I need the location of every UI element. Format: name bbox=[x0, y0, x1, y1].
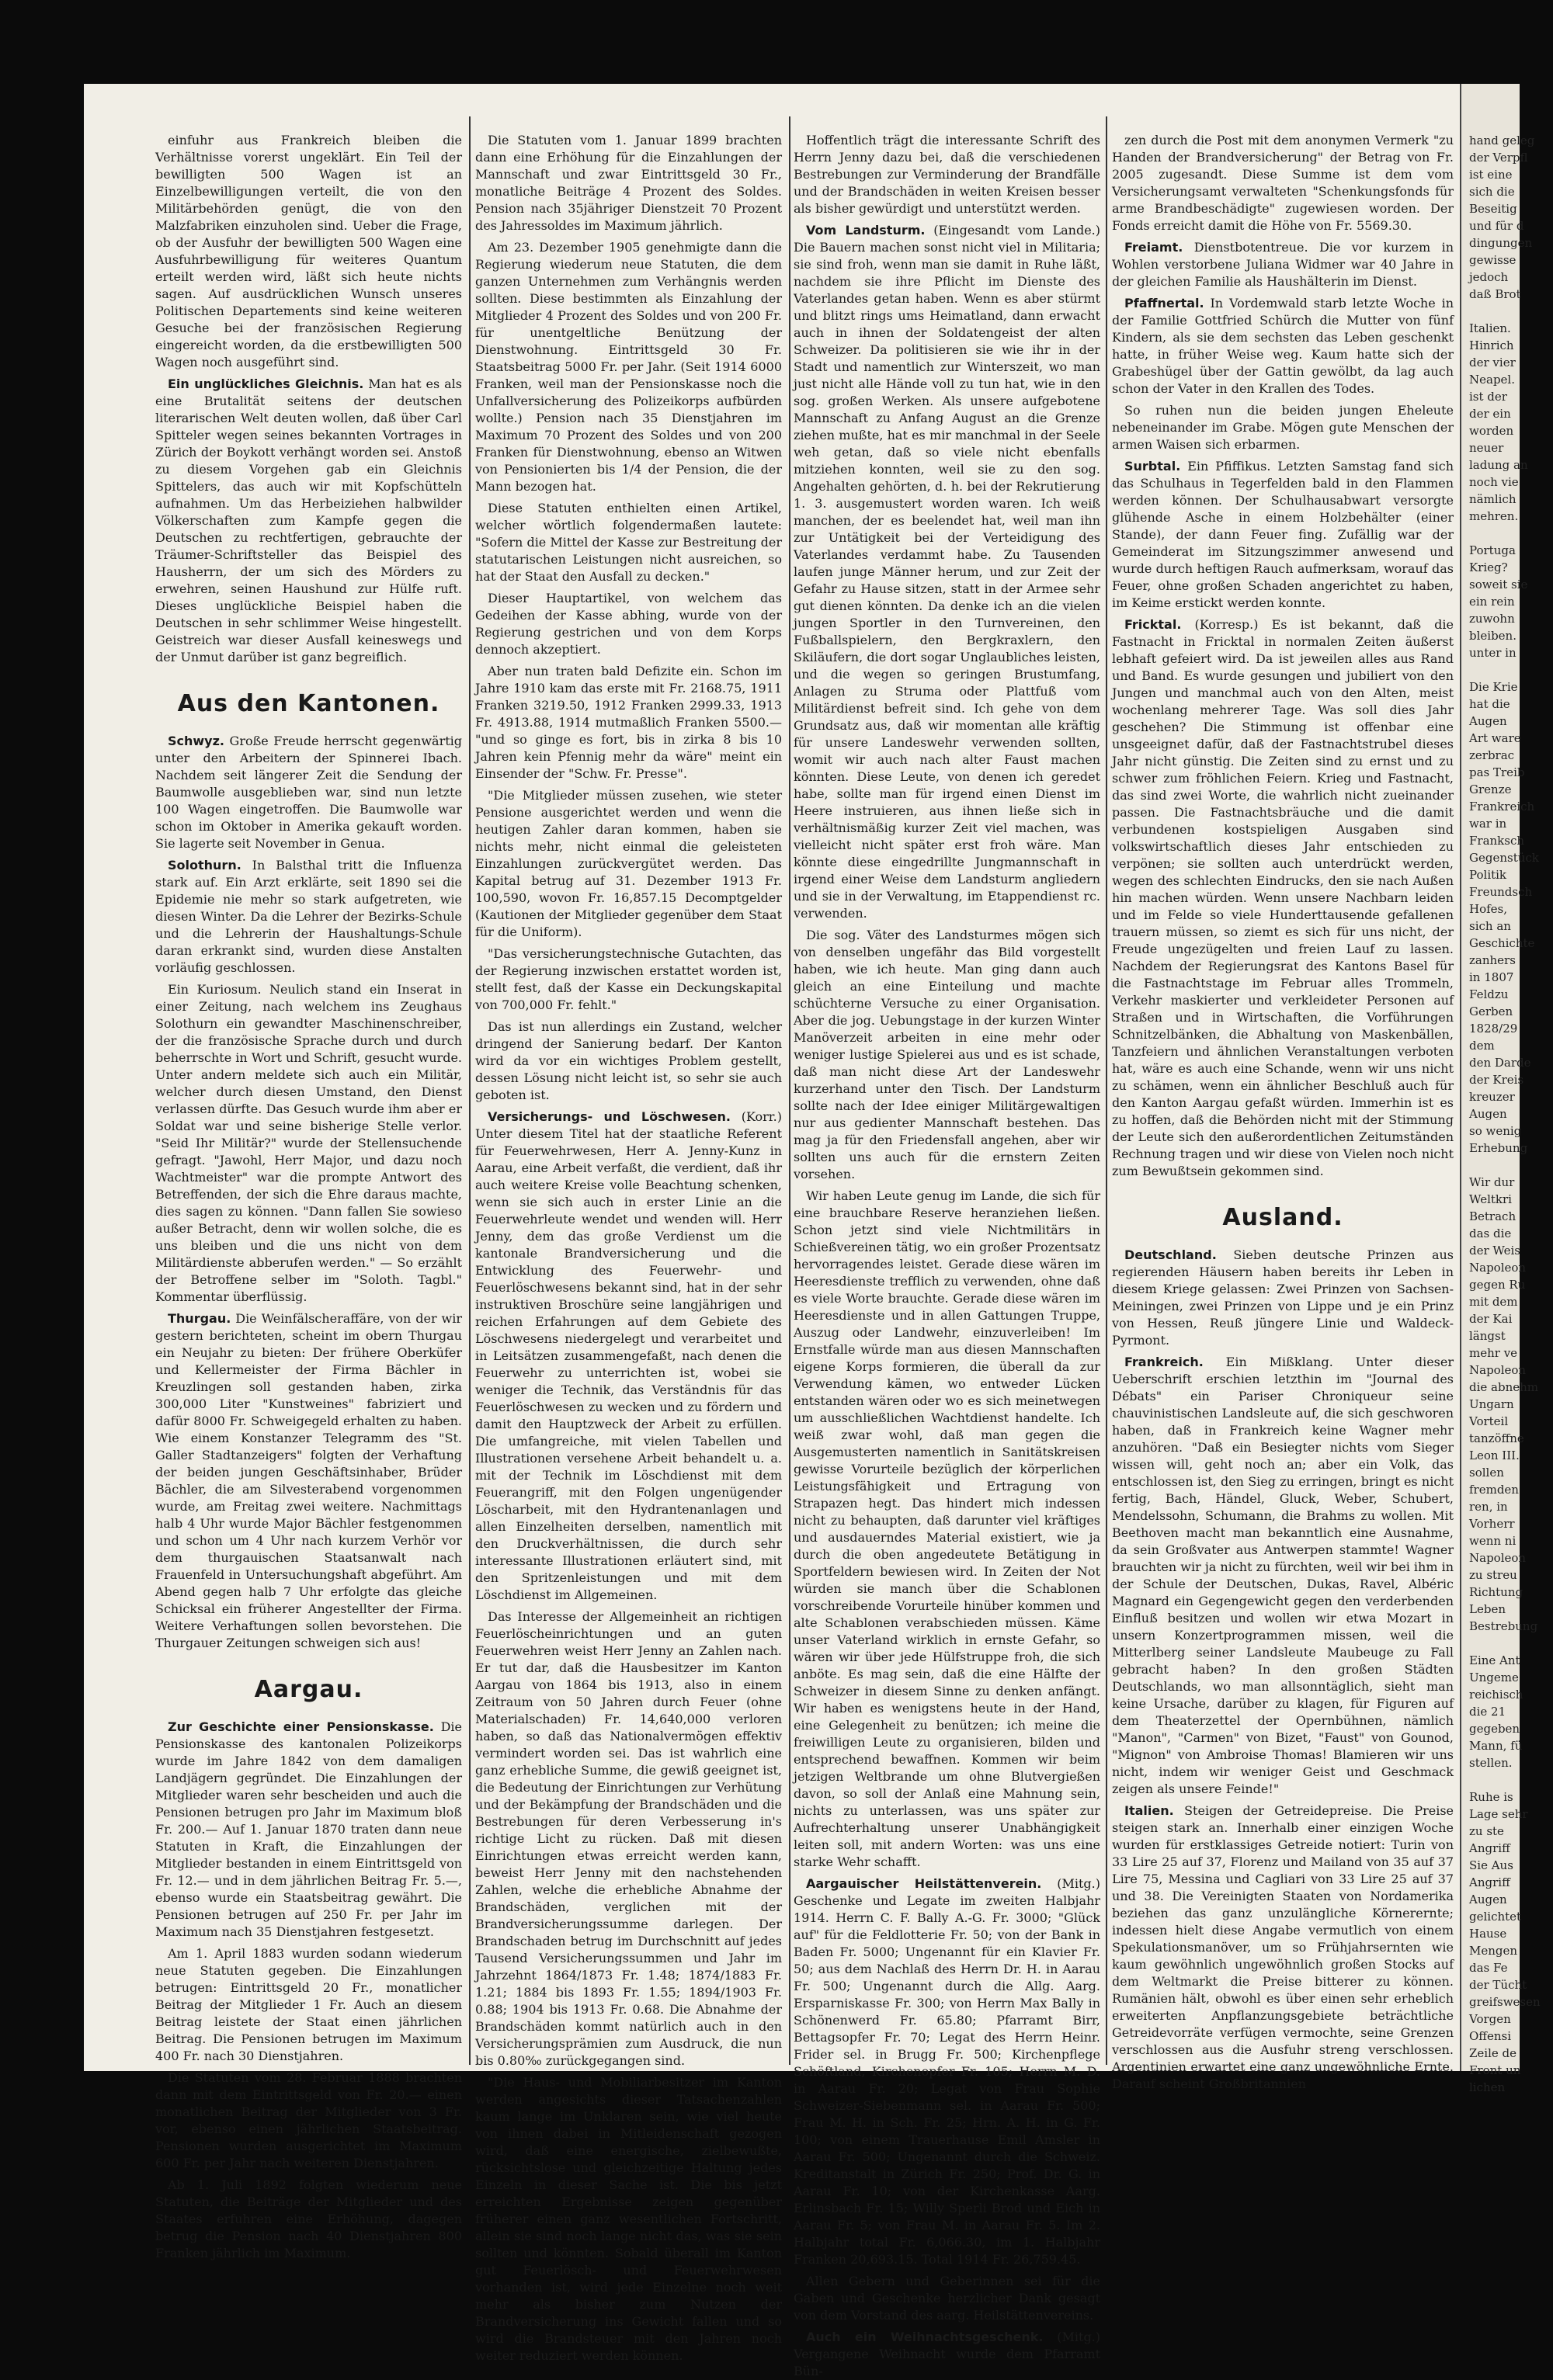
peek-line: Gerben bbox=[1469, 1004, 1513, 1018]
peek-line: gelichtet bbox=[1469, 1910, 1522, 1924]
peek-line: Vorherr bbox=[1469, 1517, 1515, 1531]
peek-line: Grenze bbox=[1469, 782, 1512, 796]
paragraph bbox=[1112, 1802, 1454, 2093]
peek-line: zerbrac bbox=[1469, 748, 1515, 762]
peek-line: Vorgen bbox=[1469, 2012, 1511, 2026]
peek-line: Napoleon bbox=[1469, 1363, 1527, 1377]
peek-line: Gegenstück bbox=[1469, 851, 1539, 865]
paragraph-lead: Frankreich. bbox=[1124, 1355, 1204, 1369]
paragraph-text: Die Weinfälscheraffäre, von der wir gestern berichteten, scheint im obern Thurgau ein Neujahr zu bieten: Der frühere Oberküfer und Kellermeister der Firma Bächler in Kreuzlingen soll gestanden haben, zirka 300,000 Liter "Kunstweines" fabriziert und dafür 8000 Fr. Schweigegeld erhalten zu haben. Wie einem Konstanzer Telegramm des "St. Galler Stadtanzeigers" folgten der Verhaftung der beiden jungen Geschäftsinhaber, Brüder Bächler, die am Silvesterabend vorgenommen wurde, am Freitag zwei weitere. Nachmittags halb 4 Uhr wurde Major Bächler festgenommen und schon um 4 Uhr nach kurzem Verhör vor dem thurgauischen Staatsanwalt nach Frauenfeld in Untersuchungshaft abgeführt. Am Abend gegen halb 7 Uhr erfolgte das gleiche Schicksal ein früherer Angestellter der Firma. Weitere Verhaftungen sollen bevorstehen. Die Thurgauer Zeitungen schweigen sich aus! bbox=[155, 1311, 462, 1650]
peek-line: fremden bbox=[1469, 1483, 1519, 1497]
peek-line: der vier bbox=[1469, 356, 1516, 369]
section-heading: Aus den Kantonen. bbox=[177, 690, 440, 717]
peek-line: Mengen bbox=[1469, 1944, 1518, 1958]
peek-line: Offensi bbox=[1469, 2029, 1511, 2043]
paragraph: "Die Haus- und Mobiliarbesitzer im Kanton werden angesichts dieser Tatsachenzahlen kaum lange im Unklaren sein, wie viel heute von ihnen dabei in Mitleidenschaft gezogen wird, daß eine energische, zielbewußte, rücksichtslose und gleichzeitige Haltung jedes Einzeln in dieser Sache ist. Die bis jetzt erreichten Ergebnisse zeigen gegenüber früherer einen ganz wesentlichen Fortschritt, allein sie sind noch lange nicht das, was sie sein sollten und könnten. Sobald überall im Kanton gut Feuerlösch- und Feuerwehrwesen vorhanden ist, wird jede Einzelne noch weit mehr als bisher zum Nutzen der Brandversicherung ins Gewicht fallen und so wird die Brandsteuer mit den Jahren noch weiter reduziert werden können. bbox=[475, 2075, 782, 2363]
peek-line: mit dem bbox=[1469, 1295, 1518, 1309]
peek-line: Italien. bbox=[1469, 321, 1511, 335]
peek-line: hat die bbox=[1469, 697, 1510, 711]
paragraph-text: (Korresp.) Es ist bekannt, daß die Fastnacht in Fricktal in normalen Zeiten äußerst lebhaft gefeiert wird. Da ist jeweilen alles aus Rand und Band. Es wurde gesungen und jubiliert von den Jungen und manchmal auch von den Alten, meist wochenlang mehrerer Tage. Was soll dies Jahr geschehen? Die Stimmung ist offenbar eine unsgeeignet dafür, daß der Fastnachtstrubel dieses Jahr nicht günstig. Die Zeiten sind zu ernst und zu schwer zum fröhlichen Feiern. Krieg und Fastnacht, das sind zwei Worte, die wahrlich nicht zueinander passen. Die Fastnachtsbräuche und die damit verbundenen kostspieligen Ausgaben sind volkswirtschaftlich dieses Jahr entschieden zu verpönen; sie sollten auch unterdrückt werden, wegen des schlechten Eindrucks, den sie nach Außen hin machen würden. Wenn unsere Nachbarn leiden und im Felde so viele Hunderttausende gefallenen trauern müssen, so ziemt es sich für uns nicht, der Freude ungezügelten und freien Lauf zu lassen. Nachdem der Regierungsrat des Kantons Basel für die Fastnachtstage im Februar alles Trommeln, Verkehr maskierter und verkleideter Personen auf Straßen und in Wirtschaften, die Vorführungen Schnitzelbänken, die Abhaltung von Maskenbällen, Tanzfeiern und ähnlichen Veranstaltungen verboten hat, wäre es auch eine Schande, wenn wir uns nicht zu schämen, wenn ein ähnlicher Beschluß auch für den Kanton Aargau gefaßt würden. Immerhin ist es zu hoffen, daß die Behörden nicht mit der Stimmung der Leute sich den außerordentlichen Zeitumständen Rechnung tragen und wir diese von Vielen noch nicht zum Bewußtsein gekommen sind. bbox=[1112, 617, 1454, 1178]
peek-line: mehren. bbox=[1469, 509, 1519, 523]
peek-line: Napoleon bbox=[1469, 1551, 1527, 1565]
paragraph-text: In Balsthal tritt die Influenza stark auf. Ein Arzt erklärte, seit 1890 sei die Epidemie nie mehr so stark aufgetreten, wie diesen Winter. Da die Lehrer der Bezirks-Schule und die Lehrerin der Haushaltungs-Schule daran erkrankt sind, wurden diese Anstalten vorläufig geschlossen. bbox=[155, 858, 462, 975]
paragraph bbox=[1112, 616, 1454, 1180]
paragraph-text: Sieben deutsche Prinzen aus regierenden Häusern haben bereits ihr Leben in diesem Kriege gelassen: Zwei Prinzen von Sachsen-Meiningen, zwei Prinzen von Lippe und je ein Prinz von Hessen, Reuß jüngere Linie und Waldeck-Pyrmont. bbox=[1112, 1247, 1454, 1348]
peek-line: lichen bbox=[1469, 2080, 1506, 2094]
peek-line: soweit sie bbox=[1469, 578, 1528, 592]
paragraph-lead: Schwyz. bbox=[168, 734, 224, 748]
paragraph-lead: Versicherungs- und Löschwesen. bbox=[488, 1109, 731, 1124]
peek-line: war in bbox=[1469, 817, 1507, 831]
paragraph bbox=[1112, 239, 1454, 290]
paragraph bbox=[155, 733, 462, 852]
paragraph: Am 23. Dezember 1905 genehmigte dann die Regierung wiederum neue Statuten, die dem ganzen Unternehmen zum Verhängnis werden sollten. Diese bestimmten als Einzahlung der Mitglieder 4 Prozent des Soldes und von 200 Fr. für unentgeltliche Benützung der Dienstwohnung. Eintrittsgeld 30 Fr. Staatsbeitrag 5000 Fr. per Jahr. (Seit 1914 6000 Franken, weil man der Pensionskasse noch die Unfallversicherung des Polizeikorps aufbürden wollte.) Pension nach 35 Dienstjahren im Maximum 70 Prozent des Soldes und von 200 Franken für Dienstwohnung, ebenso an Witwen von Pensionierten bis 1/4 der Pension, die der Mann bezogen hat. bbox=[475, 240, 782, 494]
peek-line: der Kreis bbox=[1469, 1073, 1524, 1087]
peek-line: zanhers bbox=[1469, 953, 1516, 967]
peek-line: Krieg? bbox=[1469, 560, 1508, 574]
section-heading: Aargau. bbox=[254, 1676, 363, 1703]
peek-line: Bestrebung bbox=[1469, 1619, 1538, 1633]
paragraph-lead: Fricktal. bbox=[1124, 617, 1182, 632]
peek-line: die abnehm bbox=[1469, 1380, 1539, 1394]
peek-line: Wir dur bbox=[1469, 1175, 1515, 1189]
peek-line: der Weis bbox=[1469, 1244, 1520, 1258]
peek-line: mehr ve bbox=[1469, 1346, 1518, 1360]
paragraph-text: Man hat es als eine Brutalität seitens der deutschen literarischen Welt deuten wollen, daß über Carl Spitteler wegen seines bekannten Vortrages in Zürich der Boykott verhängt worden sei. Anstoß zu diesem Vorgehen gab ein Gleichnis Spittelers, das auch wir mit Kopfschütteln aufnahmen. Um das Herbeiziehen halbwilder Völkerschaften zum Kampfe gegen die Deutschen zu rechtfertigen, gebrauchte der Träumer-Schriftsteller das Beispiel des Hausherrn, der um sich des Mörders zu erwehren, seinen Haushund zur Hülfe ruft. Dieses unglückliche Beispiel haben die Deutschen in sehr schlimmer Weise hingestellt. Geistreich war dieser Ausfall keineswegs und der Unmut darüber ist ganz begreiflich. bbox=[155, 376, 463, 664]
peek-line: gewisse bbox=[1469, 253, 1517, 267]
peek-line: Geschichte bbox=[1469, 936, 1535, 950]
peek-line: Eine Ant bbox=[1469, 1653, 1520, 1667]
paragraph-text: Die Pensionskasse des kantonalen Polizeikorps wurde im Jahre 1842 von dem damaligen Landjägern gegründet. Die Einzahlungen der Mitglieder waren sehr bescheiden und auch die Pensionen betrugen pro Jahr im Maximum bloß Fr. 200.— Auf 1. Januar 1870 traten dann neue Statuten in Kraft, die Einzahlungen der Mitglieder bestanden in einem Eintrittsgeld von Fr. 12.— und in dem jährlichen Beitrag Fr. 5.—, ebenso wurde ein Staatsbeitrag gewährt. Die Pensionen betrugen auf 250 Fr. per Jahr im Maximum nach 35 Dienstjahren festgesetzt. bbox=[155, 1719, 463, 1939]
peek-line: Hause bbox=[1469, 1927, 1507, 1941]
paragraph: Wir haben Leute genug im Lande, die sich für eine brauchbare Reserve heranziehen ließen. Schon jetzt sind viele Nichtmilitärs in Schießvereinen tätig, wo ein großer Prozentsatz hervorragendes leistet. Gerade diese wären im Heeresdienste trefflich zu verwenden, ohne daß es viele Worte brauchte. Gerade diese wären im Heeresdienste und in allen Gattungen Truppe, Auszug oder Landwehr, einzuverleiben! Im Ernstfalle würde man aus diesen Mannschaften eigene Korps formieren, die überall da zur Verwendung kämen, wo entweder Lücken entstanden wären oder wo es sich meinetwegen um ausschließlichen Wachtdienst handelte. Ich weiß zwar wohl, daß man gegen die Ausgemusterten namentlich in Sanitätskreisen gewisse Vorurteile bezüglich der körperlichen Leistungsfähigkeit und Ertragung von Strapazen hegt. Das hindert mich indessen nicht zu behaupten, daß darunter viel kräftiges und ausdauerndes Material existiert, wie ja durch die oben angedeutete Betätigung in Sportfeldern bewiesen wird. In Zeiten der Not würden sie manch über die Schablonen vorschreibende Vorurteile hinüber kommen und alte Schablonen verabschieden müssen. Käme unser Vaterland wirklich in ernste Gefahr, so wären wir über jede Hülfstruppe froh, die sich anböte. Es mag sein, daß die eine Hälfte der Schweizer in diesem Sinne zu denken anfängt. Wir haben es wenigstens heute in der Hand, eine Gelegenheit zu benützen; ich meine die freiwilligen Leute zu organisieren, bilden und entsprechend bewaffnen. Kommen wir beim jetzigen Weltbrande um ohne Blutvergießen davon, so soll der Anlaß eine Mahnung sein, nichts zu unterlassen, was uns später zur Aufrechterhaltung unserer Unabhängigkeit leiten soll, mit andern Worten: was uns eine starke Wehr schafft. bbox=[794, 1188, 1100, 1869]
peek-line: das die bbox=[1469, 1226, 1512, 1240]
peek-line: Lage sehr bbox=[1469, 1807, 1528, 1821]
paragraph: Das ist nun allerdings ein Zustand, welcher dringend der Sanierung bedarf. Der Kanton wird da vor ein wichtiges Problem gestellt, dessen Lösung nicht leicht ist, so sehr sie auch geboten ist. bbox=[475, 1019, 782, 1102]
paragraph: Dieser Hauptartikel, von welchem das Gedeihen der Kasse abhing, wurde von der Regierung gestrichen und von dem Korps dennoch akzeptiert. bbox=[475, 591, 782, 657]
paragraph: Hoffentlich trägt die interessante Schrift des Herrn Jenny dazu bei, daß die verschiedenen Bestrebungen zur Verminderung der Brandfälle und der Brandschäden in weiten Kreisen besser als bisher gewürdigt und unterstützt werden. bbox=[794, 133, 1100, 216]
paragraph bbox=[155, 857, 462, 977]
peek-line: Weltkri bbox=[1469, 1192, 1512, 1206]
peek-line: Vorteil bbox=[1469, 1414, 1509, 1428]
peek-line: tanzöffne bbox=[1469, 1431, 1524, 1445]
peek-line: Hinrich bbox=[1469, 338, 1514, 352]
paragraph-text: In Vordemwald starb letzte Woche in der Familie Gottfried Schürch die Mutter von fünf Kindern, als sie dem sechsten das Leben geschenkt hatte, in früher Weise weg. Kaum hatte sich der Grabeshügel über der Gattin gewölbt, da lag auch schon der Vater in den Krallen des Todes. bbox=[1112, 296, 1454, 396]
peek-line: reichisch bbox=[1469, 1688, 1523, 1702]
peek-line: unter in bbox=[1469, 646, 1517, 660]
peek-line: Angriff bbox=[1469, 1841, 1510, 1855]
peek-line: Portuga bbox=[1469, 543, 1516, 557]
peek-line: Napoleon bbox=[1469, 1261, 1527, 1275]
paragraph-lead: Deutschland. bbox=[1124, 1247, 1217, 1262]
peek-line: hand geleg bbox=[1469, 134, 1535, 147]
peek-line: Augen bbox=[1469, 1107, 1507, 1121]
paragraph bbox=[794, 2329, 1100, 2380]
peek-line: Neapel. bbox=[1469, 373, 1515, 387]
peek-line: sich an bbox=[1469, 919, 1511, 933]
paragraph bbox=[794, 222, 1100, 922]
paragraph-lead: Italien. bbox=[1124, 1803, 1174, 1818]
paragraph: zen durch die Post mit dem anonymen Vermerk "zu Handen der Brandversicherung" der Betrag von Fr. 2005 zugesandt. Diese Summe ist dem vom Versicherungsamt verwalteten "Schenkungsfonds für arme Brandbeschädigte" zugewiesen worden. Der Fonds erreicht damit die Höhe von Fr. 5569.30. bbox=[1112, 133, 1454, 233]
peek-line: Feldzu bbox=[1469, 987, 1509, 1001]
peek-line: Richtung bbox=[1469, 1585, 1523, 1599]
peek-line: Art ware bbox=[1469, 731, 1521, 745]
peek-line: längst bbox=[1469, 1329, 1506, 1343]
peek-line: dingungen bbox=[1469, 236, 1533, 250]
paragraph-text: (Korr.) Unter diesem Titel hat der staatliche Referent für Feuerwehrwesen, Herr A. Jenny-Kunz in Aarau, eine Arbeit verfaßt, die verdient, daß ihr auch weitere Kreise volle Beachtung schenken, wenn sie sich auch in erster Linie an die Feuerwehrleute wendet und wenden will. Herr Jenny, dem das große Verdienst um die kantonale Brandversicherung und die Entwicklung des Feuerwehr- und Feuerlöschwesens bekannt sind, hat in der sehr instruktiven Broschüre seine langjährigen und reichen Erfahrungen auf dem Gebiete des Löschwesens niedergelegt und verarbeitet und in Leitsätzen zusammengefaßt, nach denen die Feuerwehr zu unterrichten ist, wobei sie weniger die Technik, das Verständnis für das Feuerlöschwesen zu wecken und zu fördern und damit den Hauptzweck der Arbeit zu erfüllen. Die umfangreiche, mit vielen Tabellen und Illustrationen versehene Arbeit behandelt u. a. mit der Technik im Löschdienst mit dem Feuerangriff, mit den Folgen ungenügender Löscharbeit, mit den Hydrantenanlagen und allen Einzelheiten derselben, namentlich mit den Druckverhältnissen, die durch sehr interessante Illustrationen erläutert sind, mit den Spritzenleistungen und mit dem Löschdienst im Allgemeinen. bbox=[475, 1109, 782, 1602]
paragraph bbox=[1112, 458, 1454, 612]
peek-line: zu ste bbox=[1469, 1824, 1504, 1838]
paragraph-lead: Surbtal. bbox=[1124, 459, 1181, 474]
peek-line: Betrach bbox=[1469, 1209, 1517, 1223]
peek-line: Augen bbox=[1469, 1893, 1507, 1906]
peek-line: worden bbox=[1469, 424, 1514, 438]
peek-line bbox=[1469, 1635, 1517, 1652]
paragraph-lead: Thurgau. bbox=[168, 1311, 231, 1326]
paragraph-text: Ein Pfiffikus. Letzten Samstag fand sich das Schulhaus in Tegerfelden bald in den Flammen werden können. Der Schulhausabwart versorgte glühende Asche in einem Holzbehälter (einer Stande), der dann Feuer fing. Zufällig war der Gemeinderat im Sitzungszimmer anwesend und wurde durch heftigen Rauch aufmerksam, worauf das Feuer, ohne großen Schaden angerichtet zu haben, im Keime erstickt werden konnte. bbox=[1112, 459, 1454, 610]
paragraph-text: (Mitg.) Vergangene Weihnacht wurde dem Pfarramt Bün- bbox=[794, 2330, 1101, 2378]
paragraph-text: (Eingesandt vom Lande.) Die Bauern machen sonst nicht viel in Militaria; sie sind froh, wenn man sie damit in Ruhe läßt, nachdem sie ihre Pflicht im Dienste des Vaterlandes getan haben. Wenn es aber stürmt und blitzt rings ums Heimatland, dann erwacht auch in ihnen der Soldatengeist der alten Schweizer. Da politisieren sie wie ihr in der Stadt und namentlich zur Winterszeit, wo man just nicht alle Hände voll zu tun hat, wie in den sog. großen Werken. Als unsere aufgebotene Mannschaft zu Anfang August an die Grenze ziehen mußte, hat es mir manchmal in der Seele weh getan, daß so viele nicht ebenfalls mitziehen konnten, weil sie zu den sog. Angehalten gehörten, d. h. bei der Rekrutierung 1. 3. ausgemustert worden waren. Ich weiß manchen, der es beelendet hat, weil man ihn zur Untätigkeit bei der Verteidigung des Vaterlandes verdammt habe. Zu Tausenden laufen junge Männer herum, und zur Zeit der Gefahr zu Hause sitzen, statt in der Armee sehr gut dienen könnten. Da denke ich an die vielen jungen Sportler in den Turnvereinen, den Fußballspielern, den Bergkraxlern, den Skiläufern, die dort sogar Unglaubliches leisten, und die wegen so geringen Brustumfang, Anlagen zu Struma oder Plattfuß vom Militärdienst befreit sind. Ich gehe von dem Grundsatz aus, daß wir momentan alle kräftig für unsere Landeswehr verwenden sollten, womit wir auch nach alter Faust machen könnten. Diese Leute, von denen ich geredet habe, sollte man für irgend einen Dienst im Heere instruieren, aus ihnen ließe sich in verhältnismäßig kurzer Zeit viel machen, was vielleicht nicht später erst froh wäre. Man könnte diese eingedrillte Jungmannschaft in irgend einer Weise dem Landsturm angliedern und sie in der Verwaltung, im Etappendienst rc. verwenden. bbox=[794, 223, 1101, 921]
peek-line: kreuzer bbox=[1469, 1090, 1515, 1104]
peek-line: Sie Aus bbox=[1469, 1858, 1513, 1872]
peek-line: neuer bbox=[1469, 441, 1504, 455]
paragraph: Am 1. April 1883 wurden sodann wiederum neue Statuten gegeben. Die Einzahlungen betrugen: Eintrittsgeld 20 Fr., monatlicher Beitrag der Mitglieder 1 Fr. Auch an diesem Beitrag leistete der Staat einen jährlichen Beitrag. Die Pensionen betrugen im Maximum 400 Fr. nach 30 Dienstjahren. bbox=[155, 1946, 462, 2063]
peek-line: ist eine bbox=[1469, 168, 1513, 182]
peek-line: Beseitig bbox=[1469, 202, 1517, 216]
paragraph: Diese Statuten enthielten einen Artikel, welcher wörtlich folgendermaßen lautete: "Sofern die Mittel der Kasse zur Bestreitung der statutarischen Leistungen nicht ausreichen, so hat der Staat den Ausfall zu decken." bbox=[475, 501, 782, 584]
column-3 bbox=[794, 132, 1101, 2378]
peek-line: daß Brot bbox=[1469, 287, 1521, 301]
paragraph-text: Große Freude herrscht gegenwärtig unter den Arbeitern der Spinnerei Ibach. Nachdem seit längerer Zeit die Sendung der Baumwolle ausgeblieben war, sind nun letzte 100 Wagen eingetroffen. Die Baumwolle war schon im Oktober in Amerika gekauft worden. Sie lagerte seit November in Genua. bbox=[155, 734, 462, 851]
peek-line: Mann, fü bbox=[1469, 1739, 1523, 1753]
paragraph: Das Interesse der Allgemeinheit an richtigen Feuerlöscheinrichtungen und an guten Feuerwehren weist Herr Jenny an Zahlen nach. Er tut dar, daß die Hausbesitzer im Kanton Aargau von 1864 bis 1913, also in einem Zeitraum von 50 Jahren durch Feuer (ohne Materialschaden) Fr. 14,640,000 verloren haben, so daß das Nationalvermögen effektiv vermindert worden sei. Das ist wahrlich eine ganz erhebliche Summe, die gewiß geeignet ist, die Bedeutung der Einrichtungen zur Verhütung und der Bekämpfung der Brandschäden und die Bestrebungen für deren Verbesserung in's richtige Licht zu rücken. Daß mit diesen Einrichtungen etwas erreicht werden kann, beweist Herr Jenny mit den nachstehenden Zahlen, welche die erhebliche Abnahme der Brandschäden, verglichen mit der Brandversicherungssumme darlegen. Der Brandschaden betrug im Durchschnitt auf jedes Tausend Versicherungssummen und Jahr im Jahrzehnt 1864/1873 Fr. 1.48; 1874/1883 Fr. 1.21; 1884 bis 1893 Fr. 1.55; 1894/1903 Fr. 0.88; 1904 bis 1913 Fr. 0.68. Die Abnahme der Brandschäden kommt natürlich auch in den Versicherungsprämien zum Ausdruck, die nun bis 0.80‰ zurückgegangen sind. bbox=[475, 1609, 782, 2068]
peek-line: ist der bbox=[1469, 390, 1507, 404]
peek-line: jedoch bbox=[1469, 270, 1509, 284]
paragraph bbox=[1112, 295, 1454, 397]
peek-line: Augen bbox=[1469, 714, 1507, 728]
peek-line: greifswesen bbox=[1469, 1995, 1541, 2009]
paragraph-text: (Mitg.) Geschenke und Legate im zweiten Halbjahr 1914. Herrn C. F. Bally A.-G. Fr. 3000; "Glück auf" für die Feldlotterie Fr. 50; von der Bank in Baden Fr. 5000; Ungenannt für ein Klavier Fr. 50; aus dem Nachlaß des Herrn Dr. H. in Aarau Fr. 500; Ungenannt durch die Allg. Aarg. Ersparniskasse Fr. 300; von Herrn Max Bally in Schönenwerd Fr. 65.80; Pfarramt Birr, Bettagsopfer Fr. 70; Legat des Herrn Heinr. Frider sel. in Brugg Fr. 500; Kirchenpflege Schöftland, Kirchenopfer Fr. 105; Herrn M. D. in Aarau Fr. 20; Legat von Frau Sophie Schweizer-Siebenmann sel. in Aarau Fr. 500; Frau M. H. in Sch. Fr. 25; Hrn. A. H. in G. Fr. 100; von einem Trauerhause Emil Amsler in Aarau Fr. 500; Ungenannt durch die Schweiz. Kreditanstalt in Zürich Fr. 250; Prof. Dr. G. in Aarau Fr. 10; von der Kirchenkasse Aarg. Erlinsbach Fr. 15; Willy Sperli Brod und Eich in Aarau Fr. 5; von Frau M. in Aarau Fr. 5. Im 2. Halbjahr total Fr. 6,066.30, im 1. Halbjahr Franken 20,693.15. Total 1914 Fr. 26,759.45. bbox=[794, 1876, 1100, 2267]
peek-line bbox=[1469, 303, 1517, 320]
paragraph-lead: Vom Landsturm. bbox=[806, 223, 926, 238]
paragraph: Ab 1. Juli 1892 folgten wiederum neue Statuten, die Beiträge der Mitglieder und des Staates erfuhren eine Erhöhung, dagegen betrug die Pension nach 40 Dienstjahren 800 Franken jährlich im Maximum. bbox=[155, 2177, 462, 2260]
paragraph-lead: Freiamt. bbox=[1124, 240, 1183, 255]
peek-line: ladung an bbox=[1469, 458, 1528, 472]
next-page-peek-text bbox=[1469, 132, 1541, 2096]
paragraph-lead: Auch ein Weihnachtsgeschenk. bbox=[806, 2330, 1044, 2344]
paragraph bbox=[1112, 1247, 1454, 1349]
paragraph: So ruhen nun die beiden jungen Eheleute nebeneinander im Grabe. Mögen gute Menschen der armen Waisen sich erbarmen. bbox=[1112, 403, 1454, 452]
paragraph-lead: Solothurn. bbox=[168, 858, 241, 873]
peek-line: noch vie bbox=[1469, 475, 1519, 489]
column-rule bbox=[789, 116, 790, 2065]
paragraph bbox=[155, 1719, 462, 1941]
peek-line: Front un bbox=[1469, 2063, 1521, 2077]
peek-line: Angriff bbox=[1469, 1875, 1510, 1889]
peek-line: gegen Ru bbox=[1469, 1278, 1526, 1292]
peek-line: zuwohn bbox=[1469, 612, 1515, 626]
peek-line: 1828/29 bbox=[1469, 1022, 1518, 1036]
peek-line: Franksch bbox=[1469, 834, 1525, 848]
column-1 bbox=[155, 132, 463, 2260]
peek-line: der Kai bbox=[1469, 1312, 1513, 1326]
peek-line: stellen. bbox=[1469, 1756, 1513, 1770]
peek-line bbox=[1469, 525, 1517, 542]
paragraph: Die Statuten vom 28. Februar 1888 brachten dann mit dem Eintrittsgeld von Fr. 20.— einen monatlichen Beitrag der Mitglieder von 3 Fr. vor, ebenso einen jährlichen Staatsbeitrag. Pensionen wurden ausgerichtet im Maximum 600 Fr. per Jahr nach weiteren Dienstjahren. bbox=[155, 2070, 462, 2170]
paragraph-text: Dienstbotentreue. Die vor kurzem in Wohlen verstorbene Juliana Widmer war 40 Jahre in der gleichen Familie als Haushälterin im Dienst. bbox=[1112, 240, 1454, 289]
peek-line: das Fe bbox=[1469, 1961, 1508, 1975]
peek-line: Freundsch bbox=[1469, 885, 1533, 899]
paragraph bbox=[475, 1108, 782, 1604]
peek-line: der ein bbox=[1469, 407, 1511, 421]
column-rule bbox=[469, 116, 471, 2065]
peek-line bbox=[1469, 1157, 1517, 1174]
peek-line: Ungeme bbox=[1469, 1671, 1519, 1684]
paragraph: Allen Gebern und Geberinnen sei für die Gaben und Geschenke herzlicher Dank gesagt von dem Vorstand des aarg. Heilstättenvereins. bbox=[794, 2274, 1100, 2323]
peek-line: Ruhe is bbox=[1469, 1790, 1513, 1804]
peek-line: ren, in bbox=[1469, 1500, 1508, 1514]
paragraph: Die sog. Väter des Landsturmes mögen sich von denselben ungefähr das Bild vorgestellt haben, wie ich heute. Man ging dann auch gleich an eine Einteilung und machte schüchterne Versuche zu einer Organisation. Aber die jog. Uebungstage in der kurzen Winter Manöverzeit arbeiten in eine mehr oder weniger lustige Spielerei aus und es ist schade, daß man nicht diese Art der Landeswehr kurzerhand unter den Tisch. Der Landsturm sollte nach der Idee einiger Militärgewaltigen nur aus gedienter Mannschaft bestehen. Das mag ja für den Friedensfall angehen, aber wir sollten uns auch für die ernstern Zeiten vorsehen. bbox=[794, 928, 1100, 1181]
peek-line: Zeile de bbox=[1469, 2046, 1517, 2060]
peek-line: Die Krie bbox=[1469, 680, 1518, 694]
paragraph: einfuhr aus Frankreich bleiben die Verhältnisse vorerst ungeklärt. Ein Teil der bewilligten 500 Wagen ist an Einzelbewilligungen verteilt, die von den Militärbehörden genügt, die von den Malzfabriken einzuholen sind. Ueber die Frage, ob der Ausfuhr der bewilligten 500 Wagen eine Ausfuhrbewilligung für weiteres Quantum erteilt werden wird, läßt sich heute nichts sagen. Auf ausdrücklichen Wunsch unseres Politischen Departements sind keine weiteren Gesuche bei der französischen Regierung eingereicht worden, da die erstbewilligten 500 Wagen noch ausgeführt sind. bbox=[155, 133, 462, 369]
peek-line: sollen bbox=[1469, 1466, 1504, 1480]
peek-line: ein rein bbox=[1469, 595, 1515, 609]
paragraph-lead: Aargauischer Heilstättenverein. bbox=[806, 1876, 1042, 1891]
peek-line: Leben bbox=[1469, 1602, 1506, 1616]
paragraph-lead: Pfaffnertal. bbox=[1124, 296, 1204, 311]
peek-line: zu streu bbox=[1469, 1568, 1517, 1582]
peek-line: wenn ni bbox=[1469, 1534, 1517, 1548]
paragraph-lead: Ein unglückliches Gleichnis. bbox=[168, 376, 364, 391]
peek-line: Ungarn bbox=[1469, 1397, 1514, 1411]
column-4 bbox=[1112, 132, 1454, 2091]
paragraph bbox=[155, 376, 462, 666]
paragraph bbox=[794, 1875, 1100, 2268]
peek-line: dem bbox=[1469, 1039, 1495, 1053]
paragraph: "Das versicherungstechnische Gutachten, das der Regierung inzwischen erstattet worden ist, stellt fest, daß der Kasse ein Deckungskapital von 700,000 Fr. fehlt." bbox=[475, 946, 782, 1012]
peek-line bbox=[1469, 661, 1517, 678]
peek-line: pas Treib bbox=[1469, 765, 1525, 779]
peek-line: Erhebung bbox=[1469, 1141, 1528, 1155]
peek-line: und für d bbox=[1469, 219, 1524, 233]
column-rule bbox=[1106, 116, 1107, 2065]
peek-line: Politik bbox=[1469, 868, 1507, 882]
peek-line: in 1807 bbox=[1469, 970, 1514, 984]
paragraph-text: Ein Mißklang. Unter dieser Ueberschrift erschien letzthin im "Journal des Débats" ein Pariser Chroniqueur seine chauvinistischen Landsleute auf, die sich geschworen haben, daß in Frankreich keine Wagner mehr anzuhören. "Daß ein Besiegter nichts vom Sieger wissen will, geht noch an; aber ein Volk, das entschlossen ist, den Sieg zu erringen, bringt es nicht fertig, Bach, Händel, Gluck, Weber, Schubert, Mendelssohn, Schumann, die Brahms zu wollen. Mit Beethoven macht man bekanntlich eine Ausnahme, da sein Großvater aus Antwerpen stammte! Wagner brauchten wir ja nicht zu fürchten, weil wir bei ihm in der Schule der Deutschen, Dukas, Ravel, Albéric Magnard ein Gegengewicht gegen den verderbenden Einfluß besitzen und wollen wir etwa Mozart in unsern Konzertprogrammen missen, weil die Mitterlberg seiner Landsleute Maubeuge zu Fall gebracht haben? In den großen Städten Deutschlands, wo man allsonntäglich, sieht man keine Ursache, darüber zu klagen, für Figuren auf dem Theaterzettel der Opernbühnen, nämlich "Manon", "Carmen" von Bizet, "Faust" von Gounod, "Mignon" von Ambroise Thomas! Blamieren wir uns nicht, indem wir weniger Geist und Geschmack zeigen als unsere Feinde!" bbox=[1112, 1355, 1454, 1796]
paragraph-lead: Zur Geschichte einer Pensionskasse. bbox=[168, 1719, 434, 1734]
peek-line: Leon III. bbox=[1469, 1448, 1520, 1462]
paragraph bbox=[155, 1310, 462, 1652]
column-2 bbox=[475, 132, 782, 2363]
paragraph: Ein Kuriosum. Neulich stand ein Inserat in einer Zeitung, nach welchem ins Zeughaus Solothurn ein gewandter Maschinenschreiber, der die französische Sprache durch und durch beherrschte in Wort und Schrift, gesucht wurde. Unter andern meldete sich auch ein Militär, welcher durch diesen Umstand, den Dienst verlassen dürfte. Das Gesuch wurde ihm aber er Soldat war und seine bisherige Stelle verlor. "Seid Ihr Militär?" wurde der Stellensuchende gefragt. "Jawohl, Herr Major, und dazu noch Wachtmeister" war die prompte Antwort des Betreffenden, der sich die Ehre daraus machte, dies sagen zu können. "Dann fallen Sie sowieso außer Betracht, denn wir wollen solche, die es uns bleiben und die uns nicht von dem Militärdienste abberufen werden." — So erzählt der Betroffene selber im "Soloth. Tagbl." Kommentar überflüssig. bbox=[155, 982, 462, 1304]
peek-line: gegeben bbox=[1469, 1722, 1520, 1736]
section-heading: Ausland. bbox=[1222, 1204, 1343, 1231]
peek-line bbox=[1469, 1771, 1517, 1788]
paragraph: Die Statuten vom 1. Januar 1899 brachten dann eine Erhöhung für die Einzahlungen der Mannschaft und zwar Eintrittsgeld 30 Fr., monatliche Beiträge 4 Prozent des Soldes. Pension nach 35jähriger Dienstzeit 70 Prozent des Jahressoldes im Maximum jährlich. bbox=[475, 133, 782, 233]
peek-line: der Verpfl bbox=[1469, 151, 1528, 165]
peek-line: nämlich bbox=[1469, 492, 1517, 506]
paragraph bbox=[1112, 1354, 1454, 1798]
peek-line: sich die bbox=[1469, 185, 1515, 199]
peek-line: die 21 bbox=[1469, 1705, 1506, 1719]
paragraph: Aber nun traten bald Defizite ein. Schon im Jahre 1910 kam das erste mit Fr. 2168.75, 1911 Franken 3219.50, 1912 Franken 2999.33, 1913 Fr. 4913.88, 1914 mutmaßlich Franken 5500.— "und so ginge es fort, bis in zirka 8 bis 10 Jahren kein Pfennig mehr da wäre" meint ein Einsender der "Schw. Fr. Presse". bbox=[475, 664, 782, 781]
peek-line: der Tücht bbox=[1469, 1978, 1527, 1992]
peek-line: Hofes, bbox=[1469, 902, 1508, 916]
peek-line: so wenig bbox=[1469, 1124, 1522, 1138]
paragraph: "Die Mitglieder müssen zusehen, wie steter Pensione ausgerichtet werden und wenn die heutigen Zahler daran kommen, haben sie nichts mehr, nicht einmal die geleisteten Einzahlungen zurückvergütet werden. Das Kapital betrug auf 31. Dezember 1913 Fr. 100,590, wovon Fr. 16,857.15 Decomptgelder (Kautionen der Mitglieder gegenüber dem Staat für die Uniform). bbox=[475, 788, 782, 939]
peek-line: bleiben. bbox=[1469, 629, 1517, 643]
peek-line: den Darde bbox=[1469, 1056, 1531, 1070]
paragraph-text: Steigen der Getreidepreise. Die Preise steigen stark an. Innerhalb einer einzigen Woche wurden für erstklassiges Getreide notiert: Turin von 33 Lire 25 auf 37, Florenz und Mailand von 35 auf 37 Lire 75, Messina und Cagliari von 33 Lire 25 auf 37 und 38. Die Vereinigten Staaten von Nordamerika beziehen das ganz unzulängliche Körnerernte; indessen hielt diese Angabe vermutlich von einem Spekulationsmanöver, um so Frühjahrsernten wie kaum gewöhnlich ungewöhnlich großen Stocks auf dem Weltmarkt die Preise bitterer zu können. Rumänien hält, obwohl es über einen sehr erheblich erweiterten Anpflanzungsgebiete beträchtliche Getreidevorräte verfügen vermochte, seine Grenzen verschlossen aus die Ausfuhr streng verschlossen. Argentinien erwartet eine ganz ungewöhnliche Ernte. Darauf scheint Großbritannien bbox=[1112, 1803, 1454, 2091]
peek-line: Frankreich bbox=[1469, 800, 1535, 814]
